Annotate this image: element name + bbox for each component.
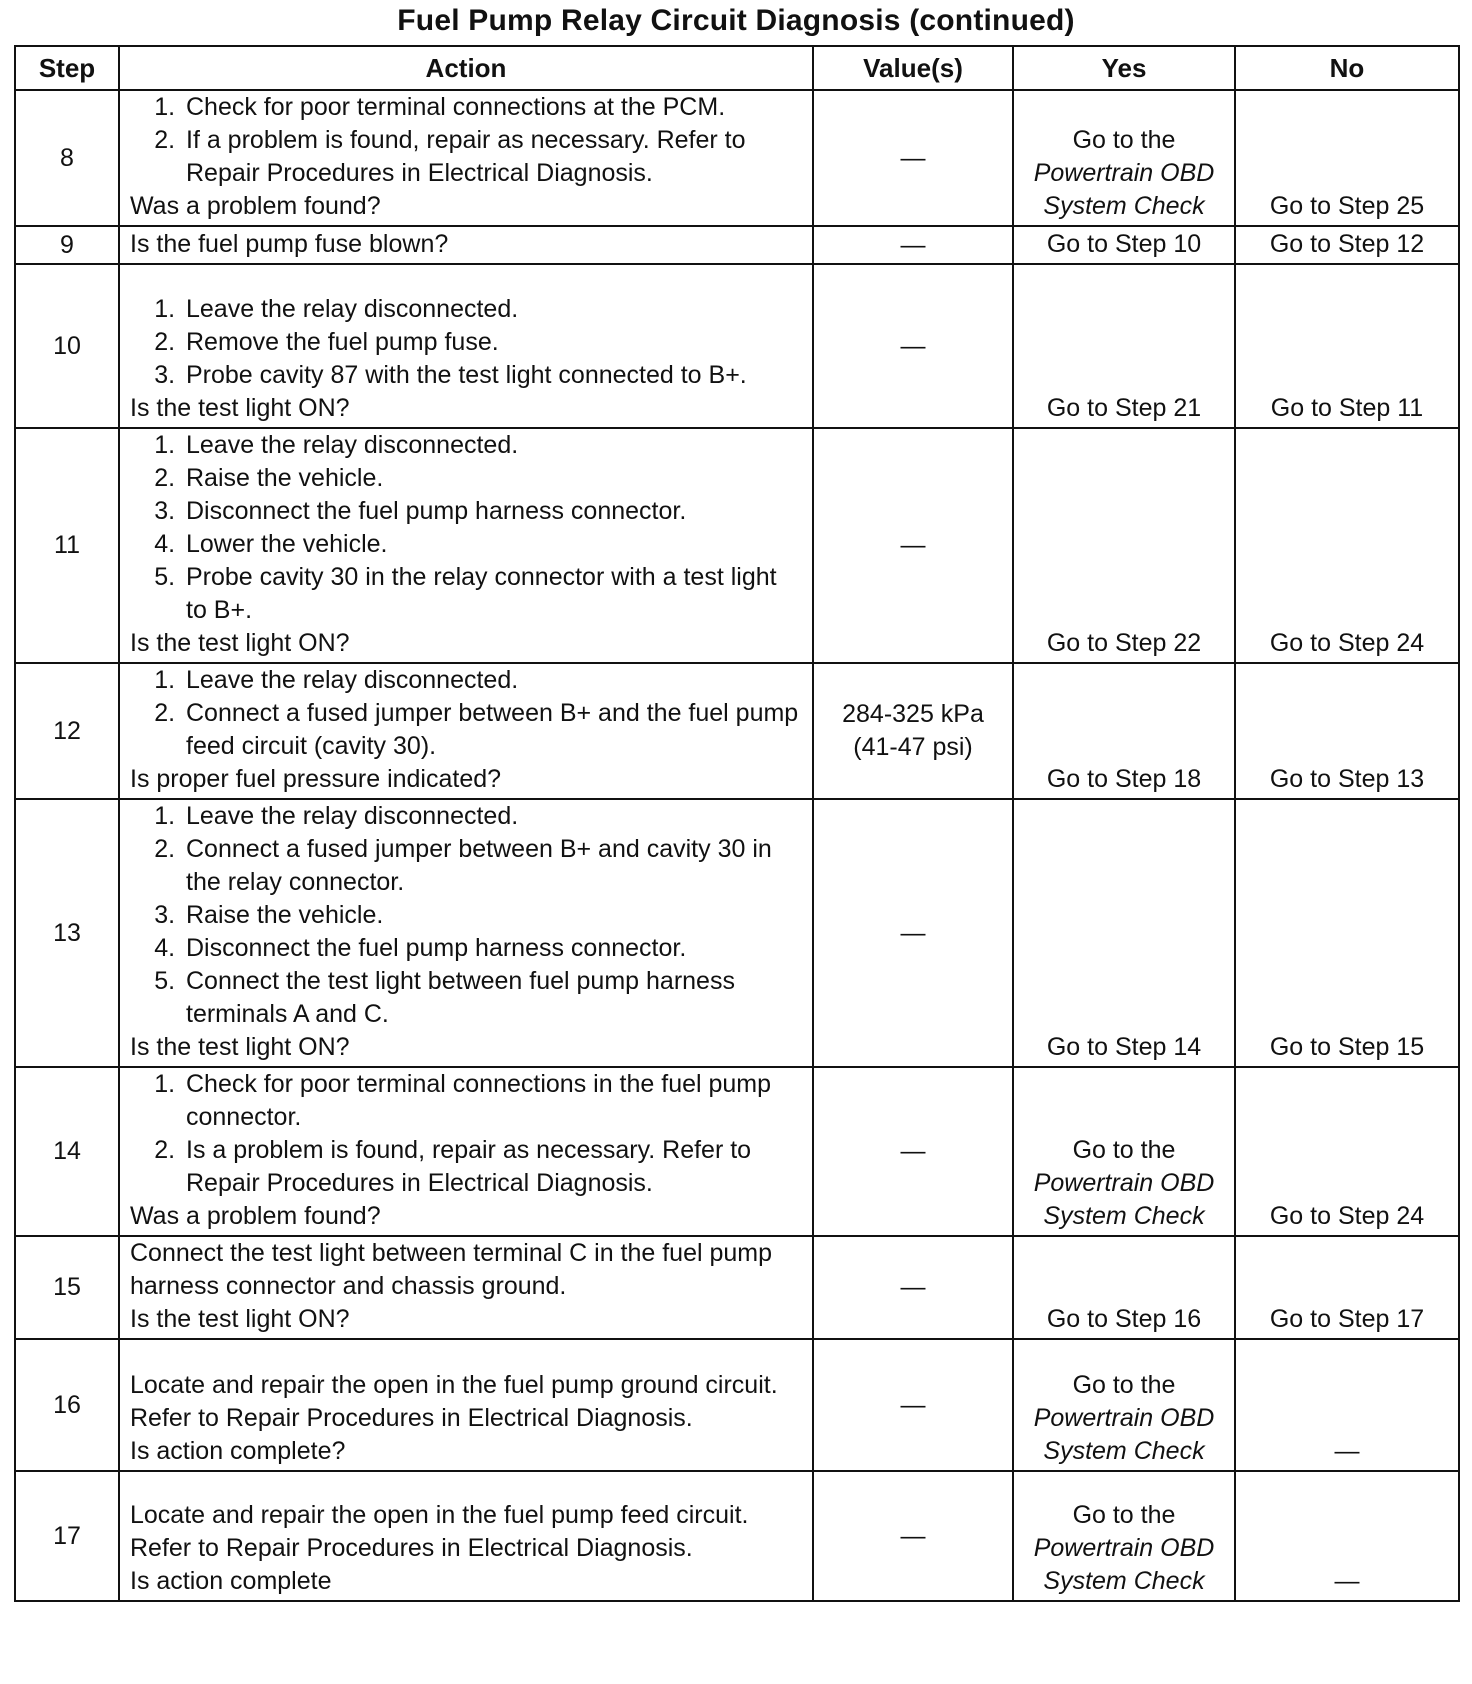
action-text: Connect the test light between terminal C in the fuel pump harness connector and chassis ground.	[130, 1239, 773, 1300]
obd-link-line3: System Check	[1043, 192, 1205, 220]
step-number: 17	[15, 1471, 119, 1601]
no-cell: —	[1235, 1339, 1459, 1471]
action-steps-list	[130, 91, 802, 190]
step-number: 9	[15, 226, 119, 264]
no-cell: Go to Step 17	[1235, 1236, 1459, 1339]
table-row	[15, 1339, 1459, 1471]
action-step: 1. Leave the relay disconnected.	[182, 293, 802, 326]
step-number: 11	[15, 428, 119, 663]
action-step: 2. Remove the fuel pump fuse.	[182, 326, 802, 359]
obd-link-line2: Powertrain OBD	[1033, 159, 1215, 187]
obd-link-line2: Powertrain OBD	[1033, 1404, 1215, 1432]
table-row	[15, 1236, 1459, 1339]
obd-link-line3: System Check	[1043, 1202, 1205, 1230]
action-question: Was a problem found?	[130, 1202, 381, 1230]
action-step: 1. Leave the relay disconnected.	[182, 800, 802, 833]
value-cell: —	[813, 428, 1013, 663]
table-row	[15, 1471, 1459, 1601]
action-question: Is the test light ON?	[130, 1033, 350, 1061]
step-number: 10	[15, 264, 119, 428]
table-row	[15, 428, 1459, 663]
value-cell: —	[813, 1067, 1013, 1236]
page-title: Fuel Pump Relay Circuit Diagnosis (continued)	[397, 4, 1075, 37]
no-cell: Go to Step 25	[1235, 90, 1459, 226]
obd-link-line1: Go to the	[1072, 1501, 1176, 1529]
yes-cell: Go to Step 16	[1013, 1236, 1235, 1339]
action-step: 2. Connect a fused jumper between B+ and cavity 30 in the relay connector.	[182, 833, 802, 899]
header-no: No	[1235, 46, 1459, 90]
obd-link-line2: Powertrain OBD	[1033, 1169, 1215, 1197]
value-cell: —	[813, 264, 1013, 428]
value-cell: —	[813, 1339, 1013, 1471]
value-cell: —	[813, 1236, 1013, 1339]
value-cell: —	[813, 799, 1013, 1067]
action-step: 2. Connect a fused jumper between B+ and the fuel pump feed circuit (cavity 30).	[182, 697, 802, 763]
action-cell	[119, 799, 813, 1067]
action-text: Locate and repair the open in the fuel pump feed circuit. Refer to Repair Procedures in Electrical Diagnosis.	[130, 1501, 749, 1562]
no-cell: Go to Step 13	[1235, 663, 1459, 799]
obd-link-line2: Powertrain OBD	[1033, 1534, 1215, 1562]
step-number: 14	[15, 1067, 119, 1236]
table-row	[15, 663, 1459, 799]
action-cell	[119, 1067, 813, 1236]
yes-cell: Go to Step 22	[1013, 428, 1235, 663]
obd-link-line3: System Check	[1043, 1437, 1205, 1465]
action-question: Is action complete	[130, 1567, 332, 1595]
action-question: Is the test light ON?	[130, 394, 350, 422]
yes-cell: Go to Step 10	[1013, 226, 1235, 264]
action-cell	[119, 264, 813, 428]
action-steps-list	[130, 293, 802, 392]
obd-link-line1: Go to the	[1072, 126, 1176, 154]
action-step: 4. Lower the vehicle.	[182, 528, 802, 561]
action-step: 1. Check for poor terminal connections at the PCM.	[182, 91, 802, 124]
no-cell: Go to Step 15	[1235, 799, 1459, 1067]
action-question: Is proper fuel pressure indicated?	[130, 765, 502, 793]
action-step: 3. Probe cavity 87 with the test light connected to B+.	[182, 359, 802, 392]
yes-cell	[1013, 1339, 1235, 1471]
action-step: 3. Raise the vehicle.	[182, 899, 802, 932]
value-cell: 284-325 kPa (41-47 psi)	[813, 663, 1013, 799]
action-step: 1. Check for poor terminal connections in the fuel pump connector.	[182, 1068, 802, 1134]
yes-cell: Go to Step 18	[1013, 663, 1235, 799]
action-cell	[119, 428, 813, 663]
action-steps-list	[130, 800, 802, 1031]
table-row	[15, 799, 1459, 1067]
no-cell: —	[1235, 1471, 1459, 1601]
header-values: Value(s)	[813, 46, 1013, 90]
no-cell: Go to Step 11	[1235, 264, 1459, 428]
yes-cell	[1013, 1471, 1235, 1601]
action-step: 2. Is a problem is found, repair as necessary. Refer to Repair Procedures in Electrical Diagnosis.	[182, 1134, 802, 1200]
value-cell: —	[813, 226, 1013, 264]
obd-link-line3: System Check	[1043, 1567, 1205, 1595]
action-step: 1. Leave the relay disconnected.	[182, 664, 802, 697]
table-row	[15, 90, 1459, 226]
value-cell: —	[813, 1471, 1013, 1601]
diagnosis-table	[14, 45, 1460, 1602]
action-cell	[119, 1339, 813, 1471]
table-row	[15, 226, 1459, 264]
action-steps-list	[130, 1068, 802, 1200]
action-cell	[119, 226, 813, 264]
obd-link-line1: Go to the	[1072, 1371, 1176, 1399]
action-cell	[119, 1236, 813, 1339]
action-cell	[119, 1471, 813, 1601]
action-text: Locate and repair the open in the fuel pump ground circuit. Refer to Repair Procedures in Electrical Diagnosis.	[130, 1371, 778, 1432]
header-row	[15, 46, 1459, 90]
action-step: 4. Disconnect the fuel pump harness connector.	[182, 932, 802, 965]
step-number: 12	[15, 663, 119, 799]
header-action: Action	[119, 46, 813, 90]
yes-cell: Go to Step 14	[1013, 799, 1235, 1067]
action-question: Was a problem found?	[130, 192, 381, 220]
action-step: 5. Connect the test light between fuel pump harness terminals A and C.	[182, 965, 802, 1031]
action-cell	[119, 663, 813, 799]
action-cell	[119, 90, 813, 226]
action-steps-list	[130, 429, 802, 627]
action-question: Is the test light ON?	[130, 1305, 350, 1333]
action-step: 2. If a problem is found, repair as necessary. Refer to Repair Procedures in Electrical Diagnosis.	[182, 124, 802, 190]
action-step: 5. Probe cavity 30 in the relay connector with a test light to B+.	[182, 561, 802, 627]
yes-cell	[1013, 90, 1235, 226]
action-step: 2. Raise the vehicle.	[182, 462, 802, 495]
step-number: 8	[15, 90, 119, 226]
yes-cell: Go to Step 21	[1013, 264, 1235, 428]
action-question: Is action complete?	[130, 1437, 346, 1465]
action-step: 3. Disconnect the fuel pump harness connector.	[182, 495, 802, 528]
header-yes: Yes	[1013, 46, 1235, 90]
header-step: Step	[15, 46, 119, 90]
obd-link-line1: Go to the	[1072, 1136, 1176, 1164]
step-number: 13	[15, 799, 119, 1067]
action-question: Is the fuel pump fuse blown?	[130, 230, 449, 258]
table-body	[15, 90, 1459, 1601]
yes-cell	[1013, 1067, 1235, 1236]
no-cell: Go to Step 24	[1235, 1067, 1459, 1236]
action-steps-list	[130, 664, 802, 763]
action-question: Is the test light ON?	[130, 629, 350, 657]
step-number: 16	[15, 1339, 119, 1471]
table-row	[15, 1067, 1459, 1236]
no-cell: Go to Step 24	[1235, 428, 1459, 663]
action-step: 1. Leave the relay disconnected.	[182, 429, 802, 462]
value-cell: —	[813, 90, 1013, 226]
step-number: 15	[15, 1236, 119, 1339]
table-row	[15, 264, 1459, 428]
no-cell: Go to Step 12	[1235, 226, 1459, 264]
